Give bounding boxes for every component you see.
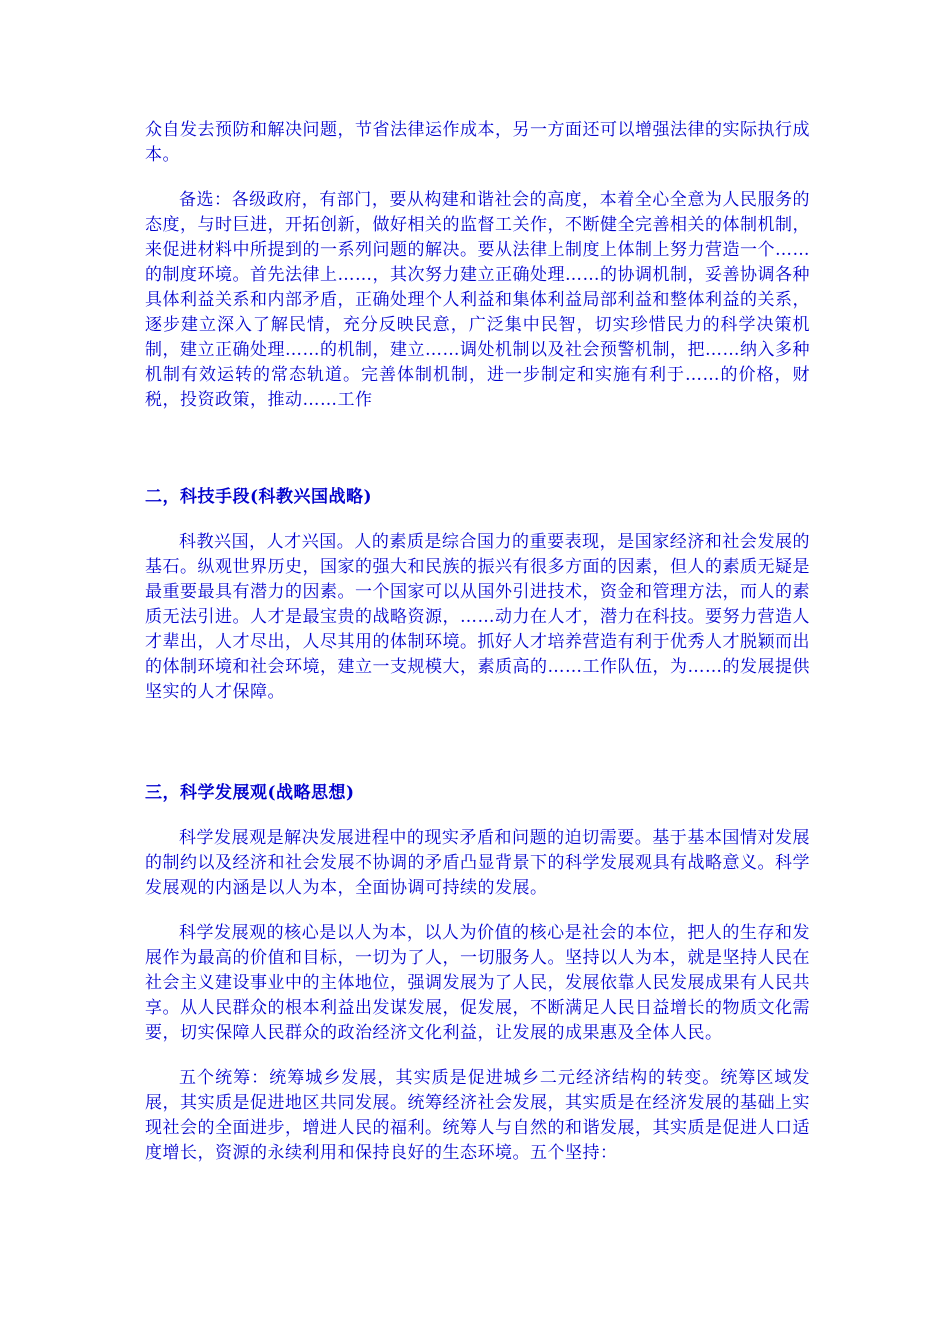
section-heading-3: 三，科学发展观(战略思想): [145, 783, 355, 803]
section-2-paragraph: 科教兴国，人才兴国。人的素质是综合国力的重要表现，是国家经济和社会发展的基石。纵观世界历史，国家的强大和民族的振兴有很多方面的因素，但人的素质无疑是最重要最具有潜力的因素。一个国家可以从国外引进技术，资金和管理方法，而人的素质无法引进。人才是最宝贵的战略资源，……动力在人才，潜力在科技。要努力营造人才辈出，人才尽出，人尽其用的体制环境。抓好人才培养营造有利于优秀人才脱颖而出的体制环境和社会环境，建立一支规模大，素质高的……工作队伍，为……的发展提供坚实的人才保障。: [145, 532, 810, 702]
paragraph-alternative: 备选：各级政府，有部门，要从构建和谐社会的高度，本着全心全意为人民服务的态度，与时巨进，开拓创新，做好相关的监督工关作，不断健全完善相关的体制机制，来促进材料中所提到的一系列问题的解决。要从法律上制度上体制上努力营造一个……的制度环境。首先法律上……，其次努力建立正确处理……的协调机制，妥善协调各种具体利益关系和内部矛盾，正确处理个人利益和集体利益局部利益和整体利益的关系，逐步建立深入了解民情，充分反映民意，广泛集中民智，切实珍惜民力的科学决策机制，建立正确处理……的机制，建立……调处机制以及社会预警机制，把……纳入多种机制有效运转的常态轨道。完善体制机制，进一步制定和实施有利于……的价格，财税，投资政策，推动……工作: [145, 190, 810, 410]
document-page: [145, 118, 810, 1166]
section-heading-2: 二，科技手段(科教兴国战略): [145, 487, 373, 507]
section-3-paragraph-2: 科学发展观的核心是以人为本，以人为价值的核心是社会的本位，把人的生存和发展作为最高的价值和目标，一切为了人，一切服务人。坚持以人为本，就是坚持人民在社会主义建设事业中的主体地位，强调发展为了人民，发展依靠人民发展成果有人民共享。从人民群众的根本利益出发谋发展，促发展，不断满足人民日益增长的物质文化需要，切实保障人民群众的政治经济文化利益，让发展的成果惠及全体人民。: [145, 923, 810, 1043]
section-3-paragraph-1: 科学发展观是解决发展进程中的现实矛盾和问题的迫切需要。基于基本国情对发展的制约以及经济和社会发展不协调的矛盾凸显背景下的科学发展观具有战略意义。科学发展观的内涵是以人为本，全面协调可持续的发展。: [145, 828, 810, 898]
section-3-paragraph-3: 五个统筹：统筹城乡发展，其实质是促进城乡二元经济结构的转变。统筹区域发展，其实质是促进地区共同发展。统筹经济社会发展，其实质是在经济发展的基础上实现社会的全面进步，增进人民的福利。统筹人与自然的和谐发展，其实质是促进人口适度增长，资源的永续利用和保持良好的生态环境。五个坚持：: [145, 1068, 810, 1163]
paragraph-continuation: 众自发去预防和解决问题，节省法律运作成本，另一方面还可以增强法律的实际执行成本。: [145, 120, 810, 165]
